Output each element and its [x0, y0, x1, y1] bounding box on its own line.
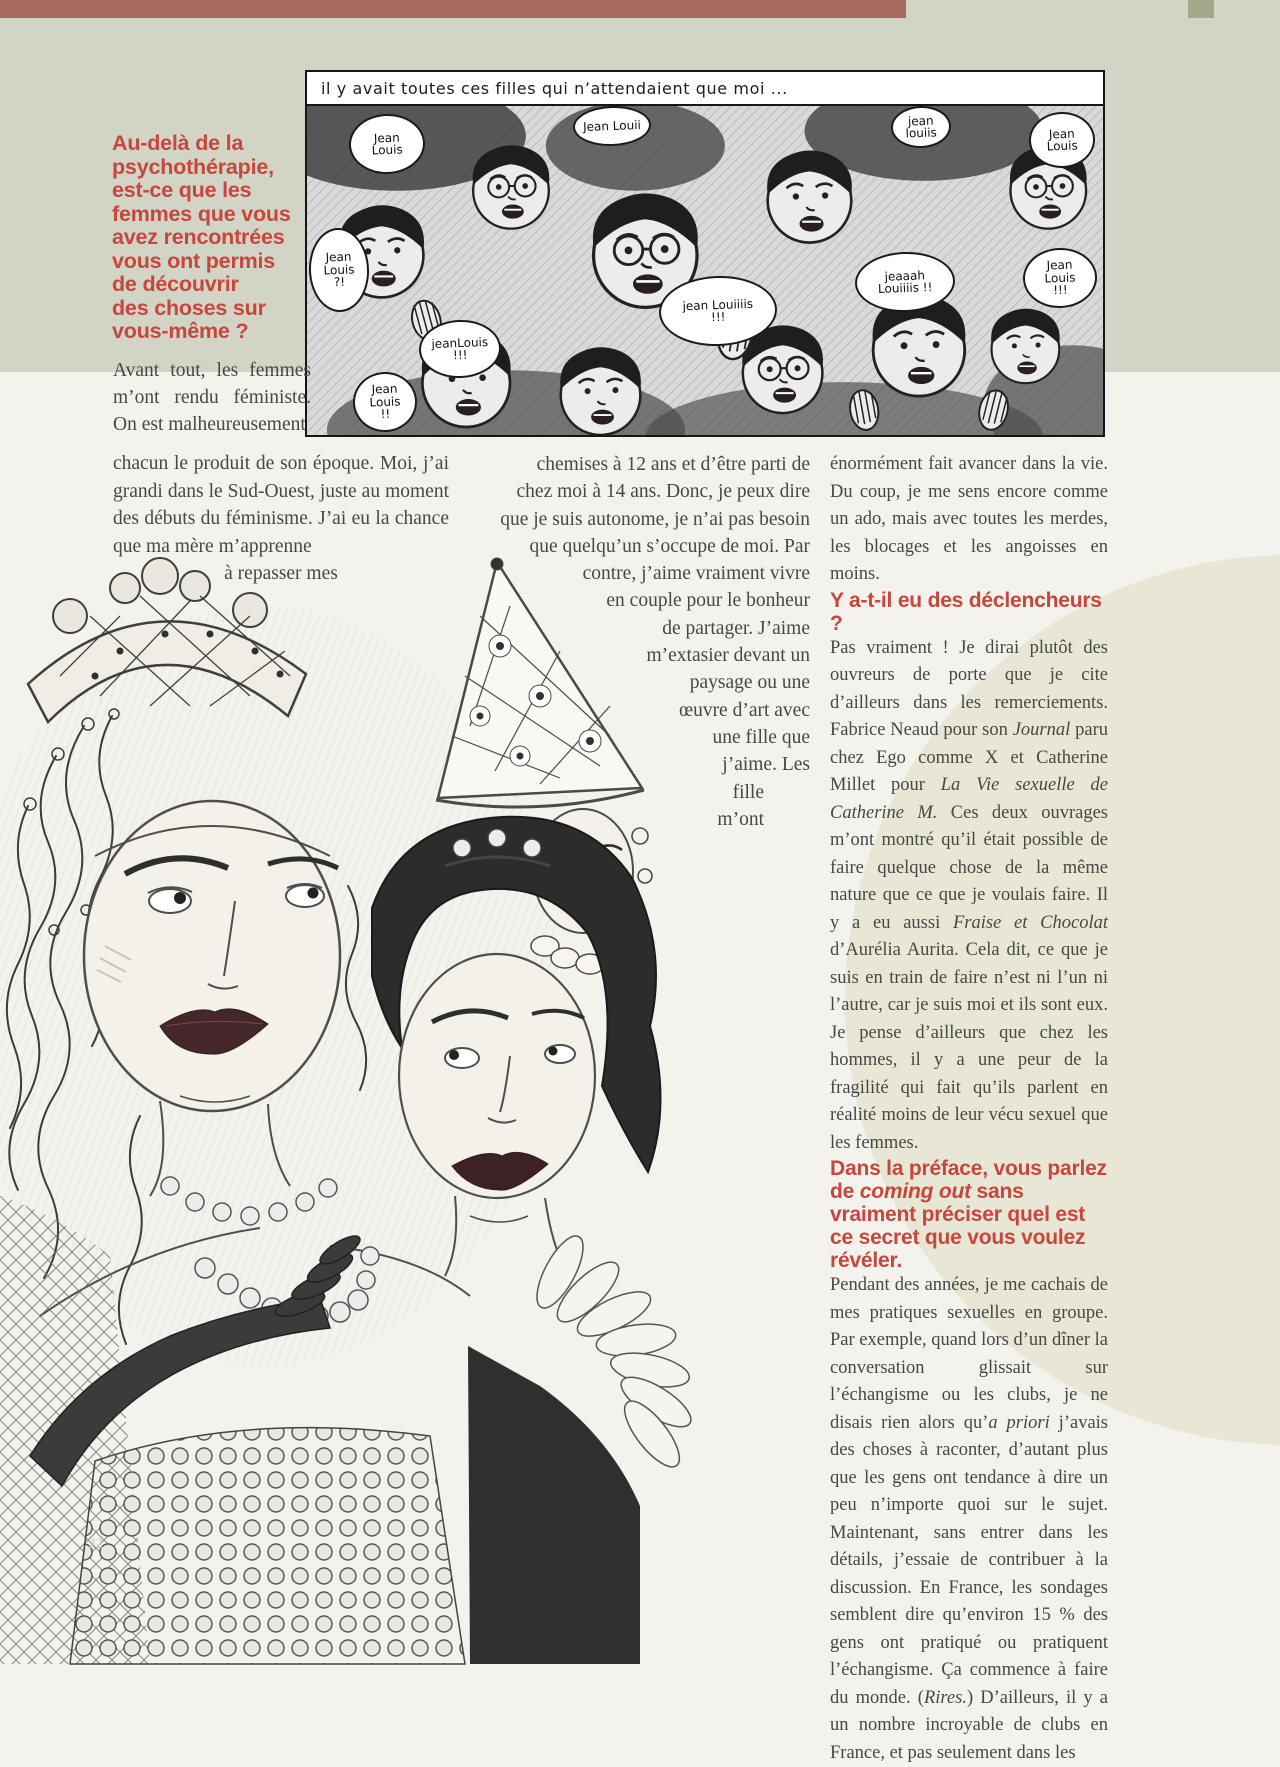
speech-bubble: Jean Louii: [572, 106, 651, 147]
speech-bubble: Jean Louis: [348, 113, 426, 176]
middle-column-line: que quelqu’un s’occupe de moi. Par: [529, 535, 810, 557]
middle-column-line: paysage ou une: [689, 672, 810, 694]
page-number: 22: [88, 1536, 103, 1552]
speech-bubble: jeaaah Louiiiis !!: [854, 250, 956, 313]
comic-artwork: [307, 106, 1103, 435]
intro-paragraph-wide-text: chacun le produit de son époque. Moi, j’ai grandi dans le Sud-Ouest, juste au moment des débuts du féminisme. J’ai eu la chance que ma mère m’apprenne: [113, 453, 449, 557]
middle-column-line: œuvre d’art avec: [678, 699, 810, 721]
middle-column-line: m’ont: [717, 808, 764, 830]
question-line: de découvrir: [112, 272, 239, 296]
right-column-text: [830, 451, 1108, 1767]
speech-bubble: Jean Louis ?!: [308, 227, 371, 313]
question-line: femmes que vous: [112, 201, 291, 226]
middle-column-line: j’aime. Les: [722, 754, 810, 776]
olive-corner-square: [1188, 0, 1214, 18]
question-line: avez rencontrées: [112, 225, 285, 249]
speech-bubble: Jean Louis !!!: [1022, 247, 1098, 310]
comic-strip-panel: [305, 70, 1105, 437]
question-line: vous ont permis: [112, 248, 276, 273]
interview-heading-2: Dans la préface, vous parlez de coming out sans vraiment préciser quel est ce secret que vous voulez révéler.: [830, 1157, 1107, 1272]
middle-column-line: une fille que: [712, 726, 810, 748]
middle-column-text: [452, 451, 810, 833]
question-line: Au-delà de la: [112, 131, 244, 155]
intro-paragraph-tail: à repasser mes: [224, 563, 338, 584]
answer-paragraph-3: Pendant des années, je me cachais de mes pratiques sexuelles en groupe. Par exemple, quand lors d’un dîner la conversation glissait sur l’échangisme ou les clubs, je ne disais rien alors qu’a priori j’avais des choses à raconter, d’autant plus que les gens ont tendance à dire un peu n’importe quoi sur le sujet. Maintenant, sans entrer dans les détails, j’essaie de contribuer à la discussion. En France, les sondages semblent dire qu’environ 15 % des gens ont pratiqué ou pratiquent l’échangisme. Ça commence à faire du monde. (Rires.) D’ailleurs, il y a un nombre incroyable de clubs en France, et pas seulement dans les: [830, 1275, 1109, 1763]
question-line: est-ce que les: [112, 178, 252, 202]
question-line: psychothérapie,: [112, 154, 274, 179]
middle-column-line: fille: [732, 781, 764, 803]
speech-bubble: Jean Louis !!: [352, 371, 418, 433]
answer-paragraph-1: énormément fait avancer dans la vie. Du coup, je me sens encore comme un ado, mais avec toutes les merdes, les blocages et les angoisses en moins.: [830, 454, 1108, 584]
middle-column-line: chemises à 12 ans et d’être parti de: [536, 454, 810, 475]
interview-question-lead: [112, 132, 297, 344]
speech-bubble: jean Louiiiis !!!: [658, 274, 778, 348]
intro-paragraph-narrow: Avant tout, les femmes m’ont rendu féministe. On est malheureusement: [113, 360, 311, 435]
top-brown-bar: [0, 0, 906, 18]
middle-column-line: contre, j’aime vraiment vivre: [582, 563, 810, 585]
intro-paragraph-wide: [113, 450, 449, 588]
middle-column-line: en couple pour le bonheur: [606, 590, 810, 612]
speech-bubble: Jean Louis: [1028, 111, 1096, 169]
comic-caption: il y avait toutes ces filles qui n’attendaient que moi ...: [307, 72, 1103, 106]
middle-column-line: que je suis autonome, je n’ai pas besoin: [500, 508, 810, 530]
interview-heading-1: Y a-t-il eu des déclencheurs ?: [830, 588, 1102, 635]
question-line: des choses sur: [112, 295, 266, 320]
middle-column-line: chez moi à 14 ans. Donc, je peux dire: [516, 481, 810, 503]
middle-column-line: de partager. J’aime: [662, 617, 810, 639]
speech-bubble: jean louiis: [890, 106, 951, 149]
question-line: vous-même ?: [112, 319, 249, 343]
speech-bubbles-layer: [307, 106, 1103, 435]
speech-bubble: jeanLouis !!!: [418, 319, 502, 380]
middle-column-line: m’extasier devant un: [646, 645, 810, 667]
answer-paragraph-2: Pas vraiment ! Je dirai plutôt des ouvreurs de porte que je cite d’ailleurs dans les remerciements. Fabrice Neaud pour son Journal paru chez Ego comme X et Catherine Millet pour La Vie sexuelle de Catherine M. Ces deux ouvrages m’ont montré qu’il était possible de faire quelque chose de la même nature que ce que je voulais faire. Il y a eu aussi Fraise et Chocolat d’Aurélia Aurita. Cela dit, ce que je suis en train de faire n’est ni l’un ni l’autre, car je suis moi et ils sont eux. Je pense d’ailleurs que chez les hommes, il y a une peur de la fragilité qui fait qu’ils parlent en réalité moins de leur vécu sexuel que les femmes.: [830, 637, 1109, 1153]
